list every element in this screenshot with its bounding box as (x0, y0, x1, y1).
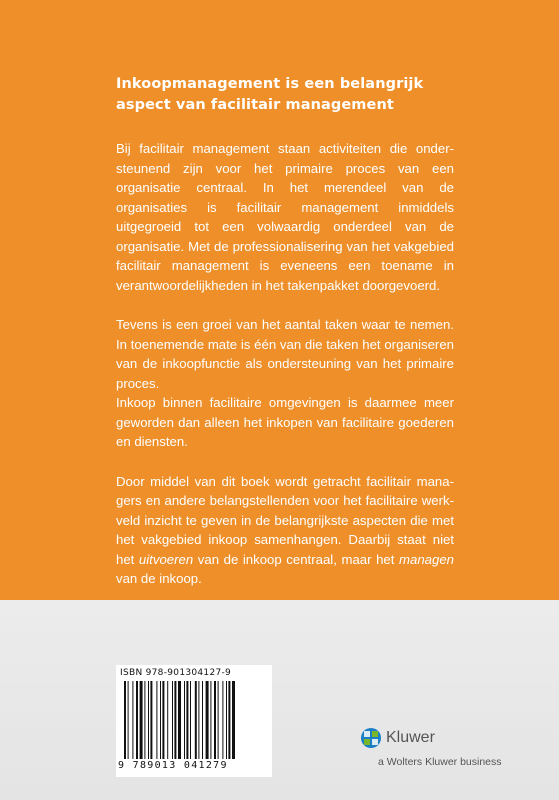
barcode-bar (210, 681, 211, 759)
isbn-barcode-box (116, 665, 272, 777)
barcode-bar (144, 681, 145, 759)
barcode-bar (186, 681, 188, 759)
barcode-bar (214, 681, 216, 759)
barcode-bar (160, 681, 161, 759)
barcode-bar (162, 681, 164, 759)
barcode-bar (218, 681, 219, 759)
barcode-bar (148, 681, 149, 759)
paragraph-2a: Tevens is een groei van het aantal taken waar te nemen. In toenemende mate is één van die taken het organiseren van de inkoopfunctie als ondersteuning van het primaire proces. (116, 317, 454, 391)
paragraph-1: Bij facilitair management staan activiteiten die ondersteunend zijn voor het primaire proces van een organisatie centraal. In het merendeel van de organisaties is facilitair management inmiddels uitgegroeid tot een volwaardig onderdeel van de organisatie. Met de professionalisering van het vakgebied facilitair management is eveneens een toename in verantwoordelijkheden in het takenpakket doorgevoerd. (116, 141, 454, 293)
publisher-tagline: a Wolters Kluwer business (378, 756, 502, 768)
barcode-bar (202, 681, 203, 759)
barcode-bar (172, 681, 173, 759)
barcode-bar (184, 681, 185, 759)
barcode-bar (167, 681, 168, 759)
paragraph-3-text-a: Door middel van dit boek wordt getracht facilitair managers en andere belangstellenden voor het facilitaire werkveld inzicht te geven in de belangrijkste aspecten die met het vakgebied inkoop samenhangen. Daarbij staat niet het (116, 473, 454, 567)
barcode-bar (178, 681, 181, 759)
barcode-bar (232, 681, 235, 759)
cover-text (116, 74, 454, 589)
barcode-bar (136, 681, 138, 759)
headline (116, 74, 454, 116)
paragraph-3-emphasis-uitvoeren: uitvoeren (138, 551, 194, 567)
barcode-bar (128, 681, 129, 759)
barcode-bar (132, 681, 133, 759)
headline-line-1: Inkoopmanagement is een belangrijk (116, 76, 424, 92)
paragraph-2b: Inkoop binnen facilitaire omgevingen is daarmee meer geworden dan alleen het inkopen van facilitaire goederen en diensten. (116, 395, 454, 449)
barcode-bar (150, 681, 152, 759)
barcode-icon (124, 681, 264, 761)
publisher-logo (360, 725, 540, 775)
barcode-bar (206, 681, 209, 759)
barcode-bar (174, 681, 176, 759)
publisher-name: Kluwer (386, 729, 435, 746)
barcode-bar (156, 681, 157, 759)
barcode-bar (222, 681, 223, 759)
barcode-bar (195, 681, 197, 759)
headline-line-2: aspect van facilitair management (116, 97, 394, 113)
isbn-digits: 9 789013 041279 (118, 760, 228, 771)
paragraph-3 (116, 472, 454, 589)
barcode-bar (124, 681, 126, 759)
paragraph-3-text-c: van de inkoop. (116, 571, 202, 586)
paragraph-3-text-b: van de inkoop centraal, maar het (193, 551, 399, 567)
barcode-bar (190, 681, 191, 759)
barcode-bar (226, 681, 227, 759)
barcode-bar (140, 681, 143, 759)
paragraph-3-emphasis-managen: managen (399, 551, 454, 567)
isbn-label: ISBN 978-901304127-9 (120, 668, 232, 678)
barcode-bar (198, 681, 199, 759)
barcode-bar (228, 681, 230, 759)
kluwer-mark-icon (360, 727, 382, 749)
